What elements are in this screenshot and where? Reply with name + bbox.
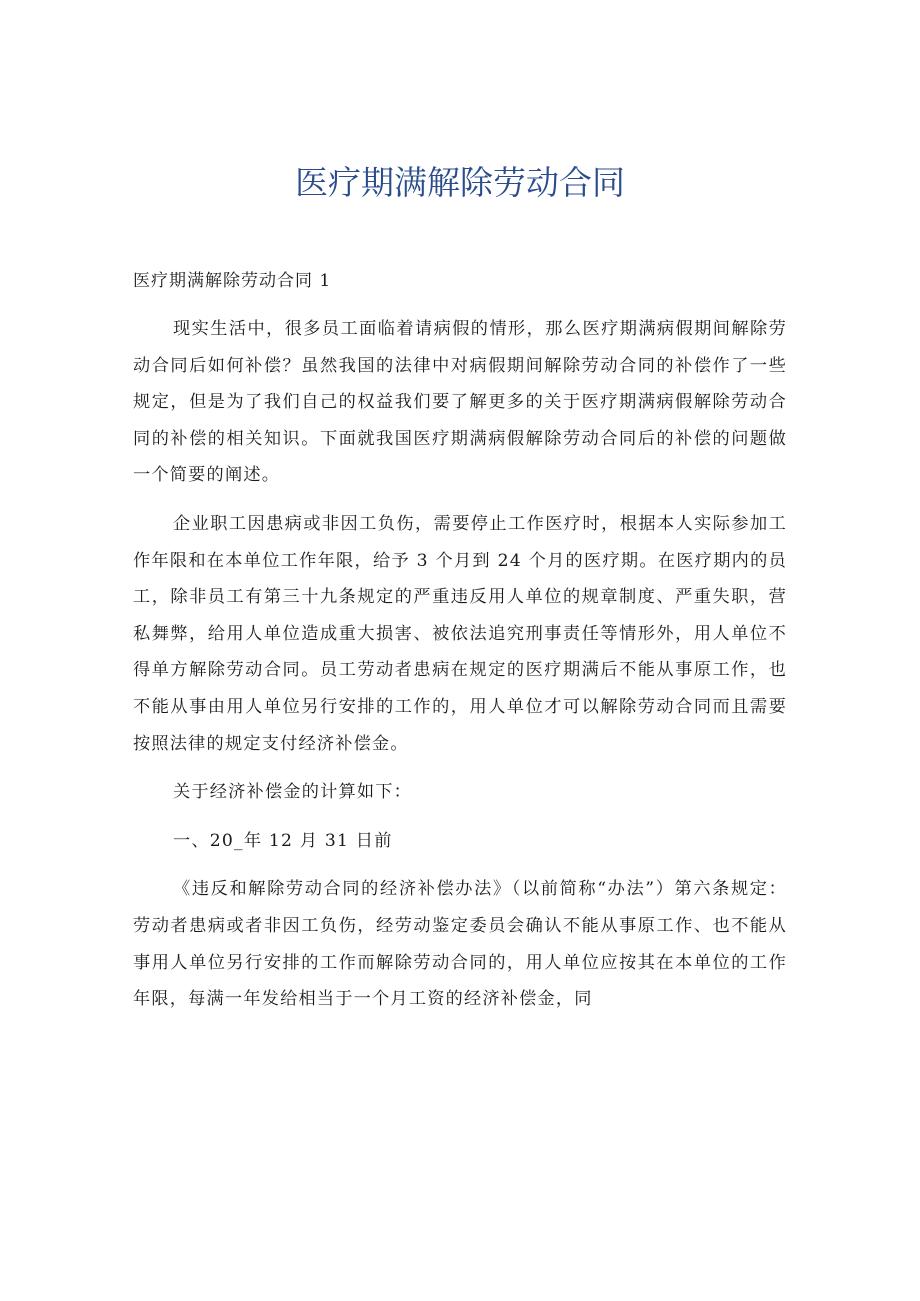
calc-intro: 关于经济补偿金的计算如下：: [173, 782, 413, 803]
document-body: [133, 263, 787, 1030]
subheading-before-date: 一、20_年 12 月 31 日前: [173, 830, 393, 851]
section-heading: 医疗期满解除劳动合同 1: [133, 271, 332, 291]
paragraph-intro: 现实生活中，很多员工面临着请病假的情形，那么医疗期满病假期间解除劳动合同后如何补偿？虽然我国的法律中对病假期间解除劳动合同的补偿作了一些规定，但是为了我们自己的权益我们要了解更多的关于医疗期满病假解除劳动合同的补偿的相关知识。下面就我国医疗期满病假解除劳动合同后的补偿的问题做一个简要的阐述。: [133, 319, 787, 486]
paragraph-medical-period: 企业职工因患病或非因工负伤，需要停止工作医疗时，根据本人实际参加工作年限和在本单位工作年限，给予 3 个月到 24 个月的医疗期。在医疗期内的员工，除非员工有第三十九条规定的严重违反用人单位的规章制度、严重失职，营私舞弊，给用人单位造成重大损害、被依法追究刑事责任等情形外，用人单位不得单方解除劳动合同。员工劳动者患病在规定的医疗期满后不能从事原工作，也不能从事由用人单位另行安排的工作的，用人单位才可以解除劳动合同而且需要按照法律的规定支付经济补偿金。: [133, 513, 787, 754]
document-title: 医疗期满解除劳动合同: [295, 163, 625, 202]
paragraph-regulation: 《违反和解除劳动合同的经济补偿办法》（以前简称“办法”）第六条规定：劳动者患病或者非因工负伤，经劳动鉴定委员会确认不能从事原工作、也不能从事用人单位另行安排的工作而解除劳动合同的，用人单位应按其在本单位的工作年限，每满一年发给相当于一个月工资的经济补偿金，同: [133, 879, 787, 1010]
